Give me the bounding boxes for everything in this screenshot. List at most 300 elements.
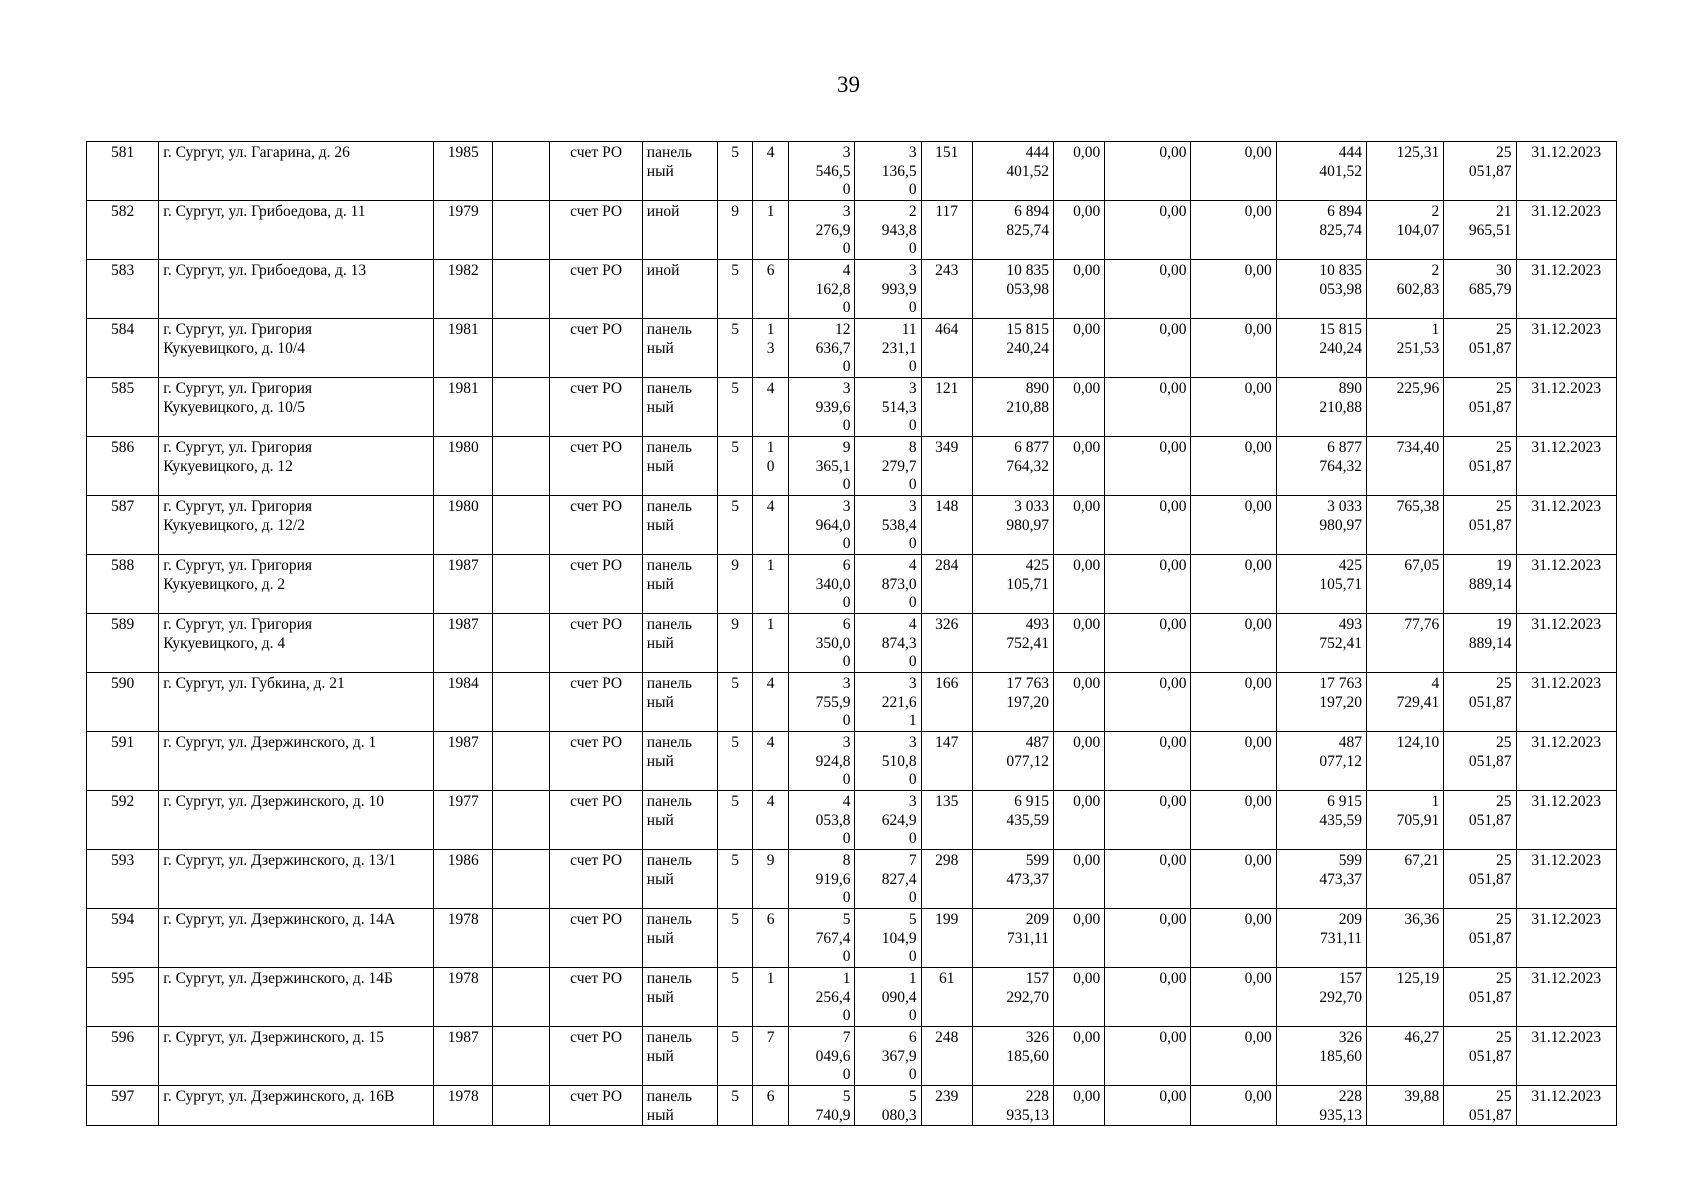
- cell-address: г. Сургут, ул. Дзержинского, д. 1: [159, 732, 434, 791]
- cell-deadline-date: 31.12.2023: [1516, 319, 1616, 378]
- cell-cost-federal: 0,00: [1054, 437, 1105, 496]
- cell-cost-regional: 0,00: [1105, 1027, 1191, 1086]
- cell-total-area: 12 636,7 0: [789, 319, 855, 378]
- cell-cost-regional: 0,00: [1105, 555, 1191, 614]
- table-row: [87, 201, 1617, 260]
- cell-commission-year: 1987: [434, 732, 493, 791]
- cell-entrances: 7: [753, 1027, 789, 1086]
- cell-total-area: 7 049,6 0: [789, 1027, 855, 1086]
- cell-residents: 117: [921, 201, 972, 260]
- cell-cost-total: 6 915 435,59: [972, 791, 1053, 850]
- cell-wall-material: панель ный: [642, 437, 717, 496]
- cell-total-area: 3 755,9 0: [789, 673, 855, 732]
- cell-cost-federal: 0,00: [1054, 319, 1105, 378]
- cell-address: г. Сургут, ул. Грибоедова, д. 13: [159, 260, 434, 319]
- cell-limit-per-sqm: 25 051,87: [1444, 319, 1516, 378]
- cell-blank-cell: [493, 378, 550, 437]
- cell-cost-federal: 0,00: [1054, 673, 1105, 732]
- cell-row-number: 596: [87, 1027, 159, 1086]
- cell-floors: 9: [718, 614, 753, 673]
- cell-living-area: 4 873,0 0: [855, 555, 921, 614]
- cell-address: г. Сургут, ул. Григория Кукуевицкого, д. 10/5: [159, 378, 434, 437]
- table-row: [87, 614, 1617, 673]
- cell-deadline-date: 31.12.2023: [1516, 968, 1616, 1027]
- cell-living-area: 5 104,9 0: [855, 909, 921, 968]
- cell-cost-per-sqm: 125,19: [1367, 968, 1444, 1027]
- cell-limit-per-sqm: 25 051,87: [1444, 378, 1516, 437]
- cell-residents: 166: [921, 673, 972, 732]
- cell-total-area: 5 740,9: [789, 1086, 855, 1126]
- cell-cost-owners: 209 731,11: [1276, 909, 1366, 968]
- cell-address: г. Сургут, ул. Грибоедова, д. 11: [159, 201, 434, 260]
- table-body: [87, 142, 1617, 1126]
- table-row: [87, 437, 1617, 496]
- cell-cost-federal: 0,00: [1054, 850, 1105, 909]
- cell-cost-federal: 0,00: [1054, 555, 1105, 614]
- cell-cost-owners: 599 473,37: [1276, 850, 1366, 909]
- cell-cost-federal: 0,00: [1054, 142, 1105, 201]
- housing-registry-table: [86, 141, 1617, 1126]
- cell-deadline-date: 31.12.2023: [1516, 850, 1616, 909]
- table-row: [87, 378, 1617, 437]
- cell-commission-year: 1987: [434, 614, 493, 673]
- cell-living-area: 8 279,7 0: [855, 437, 921, 496]
- cell-commission-year: 1986: [434, 850, 493, 909]
- cell-commission-year: 1978: [434, 1086, 493, 1126]
- cell-limit-per-sqm: 25 051,87: [1444, 142, 1516, 201]
- cell-living-area: 6 367,9 0: [855, 1027, 921, 1086]
- cell-total-area: 3 939,6 0: [789, 378, 855, 437]
- table-row: [87, 673, 1617, 732]
- cell-cost-regional: 0,00: [1105, 673, 1191, 732]
- cell-cost-per-sqm: 4 729,41: [1367, 673, 1444, 732]
- cell-entrances: 6: [753, 260, 789, 319]
- cell-cost-owners: 6 915 435,59: [1276, 791, 1366, 850]
- cell-cost-local: 0,00: [1191, 614, 1276, 673]
- cell-residents: 121: [921, 378, 972, 437]
- cell-cost-regional: 0,00: [1105, 319, 1191, 378]
- cell-total-area: 4 162,8 0: [789, 260, 855, 319]
- cell-wall-material: панель ный: [642, 791, 717, 850]
- cell-cost-local: 0,00: [1191, 555, 1276, 614]
- cell-floors: 5: [718, 909, 753, 968]
- cell-floors: 9: [718, 555, 753, 614]
- cell-fund-method: счет РО: [550, 1086, 642, 1126]
- cell-cost-federal: 0,00: [1054, 968, 1105, 1027]
- cell-entrances: 1: [753, 201, 789, 260]
- cell-cost-owners: 425 105,71: [1276, 555, 1366, 614]
- cell-cost-owners: 228 935,13: [1276, 1086, 1366, 1126]
- cell-entrances: 4: [753, 496, 789, 555]
- cell-cost-total: 493 752,41: [972, 614, 1053, 673]
- cell-fund-method: счет РО: [550, 555, 642, 614]
- cell-cost-regional: 0,00: [1105, 142, 1191, 201]
- cell-cost-regional: 0,00: [1105, 260, 1191, 319]
- cell-fund-method: счет РО: [550, 496, 642, 555]
- cell-cost-local: 0,00: [1191, 1027, 1276, 1086]
- cell-cost-local: 0,00: [1191, 496, 1276, 555]
- table-row: [87, 909, 1617, 968]
- cell-blank-cell: [493, 614, 550, 673]
- cell-entrances: 6: [753, 909, 789, 968]
- cell-cost-total: 6 877 764,32: [972, 437, 1053, 496]
- cell-deadline-date: 31.12.2023: [1516, 732, 1616, 791]
- cell-wall-material: панель ный: [642, 673, 717, 732]
- cell-fund-method: счет РО: [550, 909, 642, 968]
- cell-cost-regional: 0,00: [1105, 378, 1191, 437]
- cell-total-area: 1 256,4 0: [789, 968, 855, 1027]
- cell-address: г. Сургут, ул. Гагарина, д. 26: [159, 142, 434, 201]
- cell-cost-local: 0,00: [1191, 319, 1276, 378]
- cell-cost-per-sqm: 734,40: [1367, 437, 1444, 496]
- cell-limit-per-sqm: 25 051,87: [1444, 1086, 1516, 1126]
- cell-floors: 5: [718, 437, 753, 496]
- page-number: 39: [837, 72, 860, 97]
- cell-address: г. Сургут, ул. Дзержинского, д. 13/1: [159, 850, 434, 909]
- cell-cost-per-sqm: 1 705,91: [1367, 791, 1444, 850]
- cell-living-area: 3 510,8 0: [855, 732, 921, 791]
- cell-blank-cell: [493, 260, 550, 319]
- cell-commission-year: 1981: [434, 319, 493, 378]
- cell-blank-cell: [493, 673, 550, 732]
- cell-floors: 5: [718, 142, 753, 201]
- cell-floors: 5: [718, 732, 753, 791]
- cell-deadline-date: 31.12.2023: [1516, 142, 1616, 201]
- cell-floors: 5: [718, 673, 753, 732]
- cell-cost-federal: 0,00: [1054, 378, 1105, 437]
- cell-floors: 5: [718, 791, 753, 850]
- cell-cost-regional: 0,00: [1105, 201, 1191, 260]
- cell-cost-federal: 0,00: [1054, 732, 1105, 791]
- cell-cost-federal: 0,00: [1054, 1086, 1105, 1126]
- cell-row-number: 593: [87, 850, 159, 909]
- cell-cost-total: 17 763 197,20: [972, 673, 1053, 732]
- cell-deadline-date: 31.12.2023: [1516, 673, 1616, 732]
- cell-commission-year: 1987: [434, 1027, 493, 1086]
- cell-floors: 5: [718, 850, 753, 909]
- cell-blank-cell: [493, 142, 550, 201]
- cell-row-number: 595: [87, 968, 159, 1027]
- cell-commission-year: 1980: [434, 496, 493, 555]
- cell-living-area: 7 827,4 0: [855, 850, 921, 909]
- cell-limit-per-sqm: 25 051,87: [1444, 673, 1516, 732]
- cell-floors: 5: [718, 968, 753, 1027]
- cell-blank-cell: [493, 968, 550, 1027]
- table-row: [87, 142, 1617, 201]
- cell-deadline-date: 31.12.2023: [1516, 437, 1616, 496]
- cell-residents: 248: [921, 1027, 972, 1086]
- cell-living-area: 4 874,3 0: [855, 614, 921, 673]
- cell-total-area: 8 919,6 0: [789, 850, 855, 909]
- cell-commission-year: 1981: [434, 378, 493, 437]
- cell-address: г. Сургут, ул. Дзержинского, д. 14Б: [159, 968, 434, 1027]
- cell-commission-year: 1979: [434, 201, 493, 260]
- cell-cost-regional: 0,00: [1105, 909, 1191, 968]
- cell-cost-owners: 10 835 053,98: [1276, 260, 1366, 319]
- cell-fund-method: счет РО: [550, 437, 642, 496]
- table-row: [87, 732, 1617, 791]
- cell-address: г. Сургут, ул. Григория Кукуевицкого, д. 10/4: [159, 319, 434, 378]
- cell-floors: 5: [718, 1086, 753, 1126]
- cell-fund-method: счет РО: [550, 850, 642, 909]
- cell-row-number: 588: [87, 555, 159, 614]
- cell-floors: 5: [718, 1027, 753, 1086]
- cell-cost-owners: 890 210,88: [1276, 378, 1366, 437]
- cell-fund-method: счет РО: [550, 732, 642, 791]
- cell-total-area: 3 964,0 0: [789, 496, 855, 555]
- cell-blank-cell: [493, 909, 550, 968]
- cell-fund-method: счет РО: [550, 791, 642, 850]
- cell-cost-total: 157 292,70: [972, 968, 1053, 1027]
- cell-cost-local: 0,00: [1191, 673, 1276, 732]
- cell-deadline-date: 31.12.2023: [1516, 201, 1616, 260]
- cell-cost-regional: 0,00: [1105, 968, 1191, 1027]
- cell-cost-local: 0,00: [1191, 378, 1276, 437]
- cell-row-number: 594: [87, 909, 159, 968]
- cell-deadline-date: 31.12.2023: [1516, 909, 1616, 968]
- cell-cost-owners: 326 185,60: [1276, 1027, 1366, 1086]
- cell-address: г. Сургут, ул. Григория Кукуевицкого, д. 12/2: [159, 496, 434, 555]
- cell-cost-total: 209 731,11: [972, 909, 1053, 968]
- cell-residents: 464: [921, 319, 972, 378]
- cell-deadline-date: 31.12.2023: [1516, 378, 1616, 437]
- cell-cost-per-sqm: 125,31: [1367, 142, 1444, 201]
- table-row: [87, 968, 1617, 1027]
- cell-residents: 243: [921, 260, 972, 319]
- cell-row-number: 582: [87, 201, 159, 260]
- table-row: [87, 850, 1617, 909]
- table-row: [87, 319, 1617, 378]
- cell-cost-owners: 3 033 980,97: [1276, 496, 1366, 555]
- cell-cost-local: 0,00: [1191, 791, 1276, 850]
- cell-wall-material: панель ный: [642, 496, 717, 555]
- table-row: [87, 260, 1617, 319]
- cell-wall-material: панель ный: [642, 732, 717, 791]
- cell-living-area: 3 538,4 0: [855, 496, 921, 555]
- cell-cost-total: 425 105,71: [972, 555, 1053, 614]
- cell-cost-total: 599 473,37: [972, 850, 1053, 909]
- cell-blank-cell: [493, 437, 550, 496]
- cell-living-area: 11 231,1 0: [855, 319, 921, 378]
- cell-limit-per-sqm: 25 051,87: [1444, 791, 1516, 850]
- cell-living-area: 3 624,9 0: [855, 791, 921, 850]
- cell-cost-local: 0,00: [1191, 437, 1276, 496]
- cell-deadline-date: 31.12.2023: [1516, 1027, 1616, 1086]
- cell-entrances: 9: [753, 850, 789, 909]
- cell-residents: 284: [921, 555, 972, 614]
- cell-cost-per-sqm: 2 602,83: [1367, 260, 1444, 319]
- cell-row-number: 592: [87, 791, 159, 850]
- cell-living-area: 3 993,9 0: [855, 260, 921, 319]
- cell-cost-owners: 157 292,70: [1276, 968, 1366, 1027]
- cell-row-number: 584: [87, 319, 159, 378]
- cell-cost-local: 0,00: [1191, 968, 1276, 1027]
- cell-total-area: 3 546,5 0: [789, 142, 855, 201]
- cell-floors: 5: [718, 319, 753, 378]
- cell-total-area: 5 767,4 0: [789, 909, 855, 968]
- cell-cost-total: 444 401,52: [972, 142, 1053, 201]
- cell-cost-local: 0,00: [1191, 201, 1276, 260]
- cell-blank-cell: [493, 496, 550, 555]
- cell-cost-local: 0,00: [1191, 850, 1276, 909]
- cell-limit-per-sqm: 19 889,14: [1444, 555, 1516, 614]
- cell-row-number: 585: [87, 378, 159, 437]
- cell-living-area: 2 943,8 0: [855, 201, 921, 260]
- cell-limit-per-sqm: 25 051,87: [1444, 850, 1516, 909]
- cell-entrances: 4: [753, 378, 789, 437]
- cell-limit-per-sqm: 25 051,87: [1444, 437, 1516, 496]
- cell-living-area: 5 080,3: [855, 1086, 921, 1126]
- cell-row-number: 583: [87, 260, 159, 319]
- cell-limit-per-sqm: 19 889,14: [1444, 614, 1516, 673]
- cell-residents: 349: [921, 437, 972, 496]
- cell-cost-regional: 0,00: [1105, 437, 1191, 496]
- cell-commission-year: 1985: [434, 142, 493, 201]
- cell-cost-owners: 17 763 197,20: [1276, 673, 1366, 732]
- cell-cost-regional: 0,00: [1105, 791, 1191, 850]
- cell-wall-material: иной: [642, 201, 717, 260]
- table-row: [87, 791, 1617, 850]
- cell-cost-per-sqm: 67,05: [1367, 555, 1444, 614]
- cell-deadline-date: 31.12.2023: [1516, 260, 1616, 319]
- cell-cost-total: 326 185,60: [972, 1027, 1053, 1086]
- cell-cost-per-sqm: 2 104,07: [1367, 201, 1444, 260]
- cell-living-area: 3 221,6 1: [855, 673, 921, 732]
- table-row: [87, 1086, 1617, 1126]
- cell-wall-material: панель ный: [642, 909, 717, 968]
- cell-wall-material: панель ный: [642, 1027, 717, 1086]
- cell-address: г. Сургут, ул. Губкина, д. 21: [159, 673, 434, 732]
- cell-deadline-date: 31.12.2023: [1516, 496, 1616, 555]
- cell-address: г. Сургут, ул. Дзержинского, д. 10: [159, 791, 434, 850]
- cell-total-area: 6 350,0 0: [789, 614, 855, 673]
- cell-fund-method: счет РО: [550, 378, 642, 437]
- cell-commission-year: 1978: [434, 968, 493, 1027]
- cell-fund-method: счет РО: [550, 201, 642, 260]
- cell-deadline-date: 31.12.2023: [1516, 791, 1616, 850]
- cell-fund-method: счет РО: [550, 968, 642, 1027]
- cell-wall-material: панель ный: [642, 1086, 717, 1126]
- cell-row-number: 581: [87, 142, 159, 201]
- cell-cost-federal: 0,00: [1054, 260, 1105, 319]
- cell-residents: 135: [921, 791, 972, 850]
- cell-address: г. Сургут, ул. Дзержинского, д. 16В: [159, 1086, 434, 1126]
- cell-cost-per-sqm: 77,76: [1367, 614, 1444, 673]
- cell-fund-method: счет РО: [550, 1027, 642, 1086]
- cell-cost-federal: 0,00: [1054, 496, 1105, 555]
- cell-floors: 9: [718, 201, 753, 260]
- cell-wall-material: панель ный: [642, 968, 717, 1027]
- cell-entrances: 1: [753, 968, 789, 1027]
- cell-cost-owners: 493 752,41: [1276, 614, 1366, 673]
- cell-limit-per-sqm: 21 965,51: [1444, 201, 1516, 260]
- cell-blank-cell: [493, 319, 550, 378]
- cell-address: г. Сургут, ул. Григория Кукуевицкого, д. 4: [159, 614, 434, 673]
- cell-wall-material: панель ный: [642, 614, 717, 673]
- cell-limit-per-sqm: 25 051,87: [1444, 496, 1516, 555]
- cell-cost-regional: 0,00: [1105, 732, 1191, 791]
- cell-cost-local: 0,00: [1191, 260, 1276, 319]
- cell-cost-per-sqm: 765,38: [1367, 496, 1444, 555]
- cell-entrances: 4: [753, 142, 789, 201]
- cell-address: г. Сургут, ул. Дзержинского, д. 15: [159, 1027, 434, 1086]
- cell-cost-regional: 0,00: [1105, 496, 1191, 555]
- cell-cost-per-sqm: 36,36: [1367, 909, 1444, 968]
- cell-floors: 5: [718, 378, 753, 437]
- cell-cost-regional: 0,00: [1105, 614, 1191, 673]
- cell-residents: 199: [921, 909, 972, 968]
- cell-wall-material: панель ный: [642, 319, 717, 378]
- cell-wall-material: панель ный: [642, 850, 717, 909]
- cell-cost-federal: 0,00: [1054, 201, 1105, 260]
- cell-residents: 326: [921, 614, 972, 673]
- cell-cost-federal: 0,00: [1054, 614, 1105, 673]
- cell-cost-total: 228 935,13: [972, 1086, 1053, 1126]
- cell-cost-local: 0,00: [1191, 732, 1276, 791]
- cell-cost-local: 0,00: [1191, 142, 1276, 201]
- cell-total-area: 3 924,8 0: [789, 732, 855, 791]
- cell-commission-year: 1984: [434, 673, 493, 732]
- cell-entrances: 1: [753, 555, 789, 614]
- cell-fund-method: счет РО: [550, 319, 642, 378]
- cell-cost-total: 890 210,88: [972, 378, 1053, 437]
- cell-commission-year: 1977: [434, 791, 493, 850]
- cell-cost-local: 0,00: [1191, 909, 1276, 968]
- cell-fund-method: счет РО: [550, 142, 642, 201]
- cell-blank-cell: [493, 732, 550, 791]
- cell-cost-total: 6 894 825,74: [972, 201, 1053, 260]
- cell-residents: 148: [921, 496, 972, 555]
- cell-living-area: 3 136,5 0: [855, 142, 921, 201]
- cell-cost-total: 10 835 053,98: [972, 260, 1053, 319]
- cell-cost-total: 15 815 240,24: [972, 319, 1053, 378]
- cell-living-area: 1 090,4 0: [855, 968, 921, 1027]
- cell-residents: 239: [921, 1086, 972, 1126]
- cell-cost-owners: 487 077,12: [1276, 732, 1366, 791]
- cell-deadline-date: 31.12.2023: [1516, 614, 1616, 673]
- table-row: [87, 1027, 1617, 1086]
- cell-blank-cell: [493, 791, 550, 850]
- cell-entrances: 1: [753, 614, 789, 673]
- cell-blank-cell: [493, 555, 550, 614]
- cell-blank-cell: [493, 850, 550, 909]
- cell-cost-local: 0,00: [1191, 1086, 1276, 1126]
- cell-address: г. Сургут, ул. Григория Кукуевицкого, д. 12: [159, 437, 434, 496]
- cell-row-number: 587: [87, 496, 159, 555]
- cell-wall-material: панель ный: [642, 555, 717, 614]
- cell-row-number: 590: [87, 673, 159, 732]
- cell-total-area: 3 276,9 0: [789, 201, 855, 260]
- cell-deadline-date: 31.12.2023: [1516, 1086, 1616, 1126]
- cell-entrances: 1 0: [753, 437, 789, 496]
- cell-fund-method: счет РО: [550, 260, 642, 319]
- cell-fund-method: счет РО: [550, 614, 642, 673]
- cell-residents: 147: [921, 732, 972, 791]
- cell-cost-per-sqm: 225,96: [1367, 378, 1444, 437]
- cell-commission-year: 1987: [434, 555, 493, 614]
- cell-entrances: 4: [753, 673, 789, 732]
- cell-address: г. Сургут, ул. Григория Кукуевицкого, д. 2: [159, 555, 434, 614]
- cell-commission-year: 1980: [434, 437, 493, 496]
- cell-row-number: 586: [87, 437, 159, 496]
- cell-cost-per-sqm: 1 251,53: [1367, 319, 1444, 378]
- cell-cost-per-sqm: 39,88: [1367, 1086, 1444, 1126]
- cell-commission-year: 1982: [434, 260, 493, 319]
- cell-limit-per-sqm: 30 685,79: [1444, 260, 1516, 319]
- cell-living-area: 3 514,3 0: [855, 378, 921, 437]
- cell-blank-cell: [493, 1027, 550, 1086]
- cell-cost-regional: 0,00: [1105, 850, 1191, 909]
